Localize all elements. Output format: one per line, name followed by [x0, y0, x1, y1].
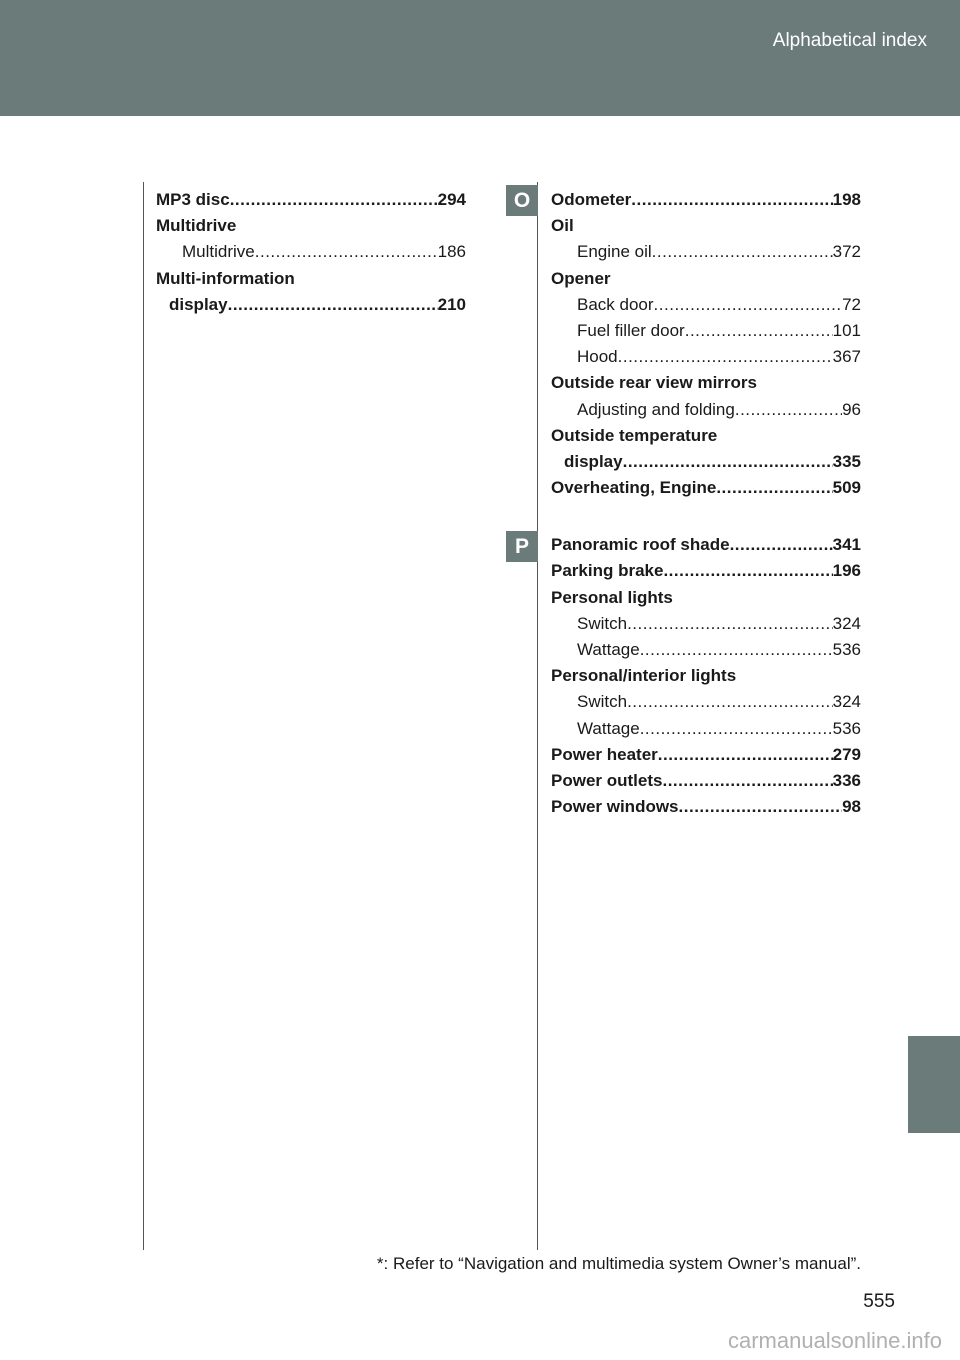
- index-entry: Odometer ..... 198: [551, 187, 861, 213]
- index-subentry: Fuel filler door ..... 101: [551, 318, 861, 344]
- section-letter-o: O: [506, 185, 538, 216]
- index-entry: Multi-information: [156, 268, 295, 288]
- index-entry: Panoramic roof shade ..... 341: [551, 532, 861, 558]
- index-entry: Opener: [551, 268, 611, 288]
- index-entry: MP3 disc ..... 294: [156, 187, 466, 213]
- column-divider: [537, 182, 538, 1250]
- index-subentry: Wattage ..... 536: [551, 716, 861, 742]
- left-margin-rule: [143, 182, 144, 1250]
- index-subentry: Multidrive ..... 186: [156, 239, 466, 265]
- section-title: Alphabetical index: [772, 30, 927, 51]
- index-entry: Power outlets ..... 336: [551, 768, 861, 794]
- index-entry: Oil: [551, 216, 574, 236]
- thumb-index-tab: [908, 1036, 960, 1133]
- index-subentry: Hood ..... 367: [551, 344, 861, 370]
- section-gap: [551, 501, 861, 532]
- index-entry-continued: display ..... 210: [156, 292, 466, 318]
- index-entry: Parking brake ..... 196: [551, 558, 861, 584]
- index-entry: Multidrive: [156, 216, 237, 236]
- page-header: [0, 0, 960, 116]
- page-number: 555: [863, 1291, 895, 1312]
- index-column-left: [156, 187, 466, 318]
- footnote: *: Refer to “Navigation and multimedia system Owner’s manual”.: [376, 1254, 861, 1273]
- index-entry: Outside temperature: [551, 425, 718, 445]
- index-entry: Outside rear view mirrors: [551, 373, 757, 393]
- index-subentry: Switch ..... 324: [551, 689, 861, 715]
- index-entry: Overheating, Engine ..... 509: [551, 475, 861, 501]
- index-entry-continued: display ..... 335: [551, 449, 861, 475]
- index-entry: Personal lights: [551, 587, 673, 607]
- index-subentry: Back door ..... 72: [551, 292, 861, 318]
- index-entry: Personal/interior lights: [551, 666, 737, 686]
- index-subentry: Engine oil ..... 372: [551, 239, 861, 265]
- index-column-right: [551, 187, 861, 820]
- section-letter-p: P: [506, 531, 538, 562]
- watermark: carmanualsonline.info: [727, 1328, 942, 1353]
- index-subentry: Adjusting and folding ..... 96: [551, 397, 861, 423]
- index-subentry: Switch ..... 324: [551, 611, 861, 637]
- index-subentry: Wattage ..... 536: [551, 637, 861, 663]
- index-entry: Power windows ..... 98: [551, 794, 861, 820]
- index-entry: Power heater ..... 279: [551, 742, 861, 768]
